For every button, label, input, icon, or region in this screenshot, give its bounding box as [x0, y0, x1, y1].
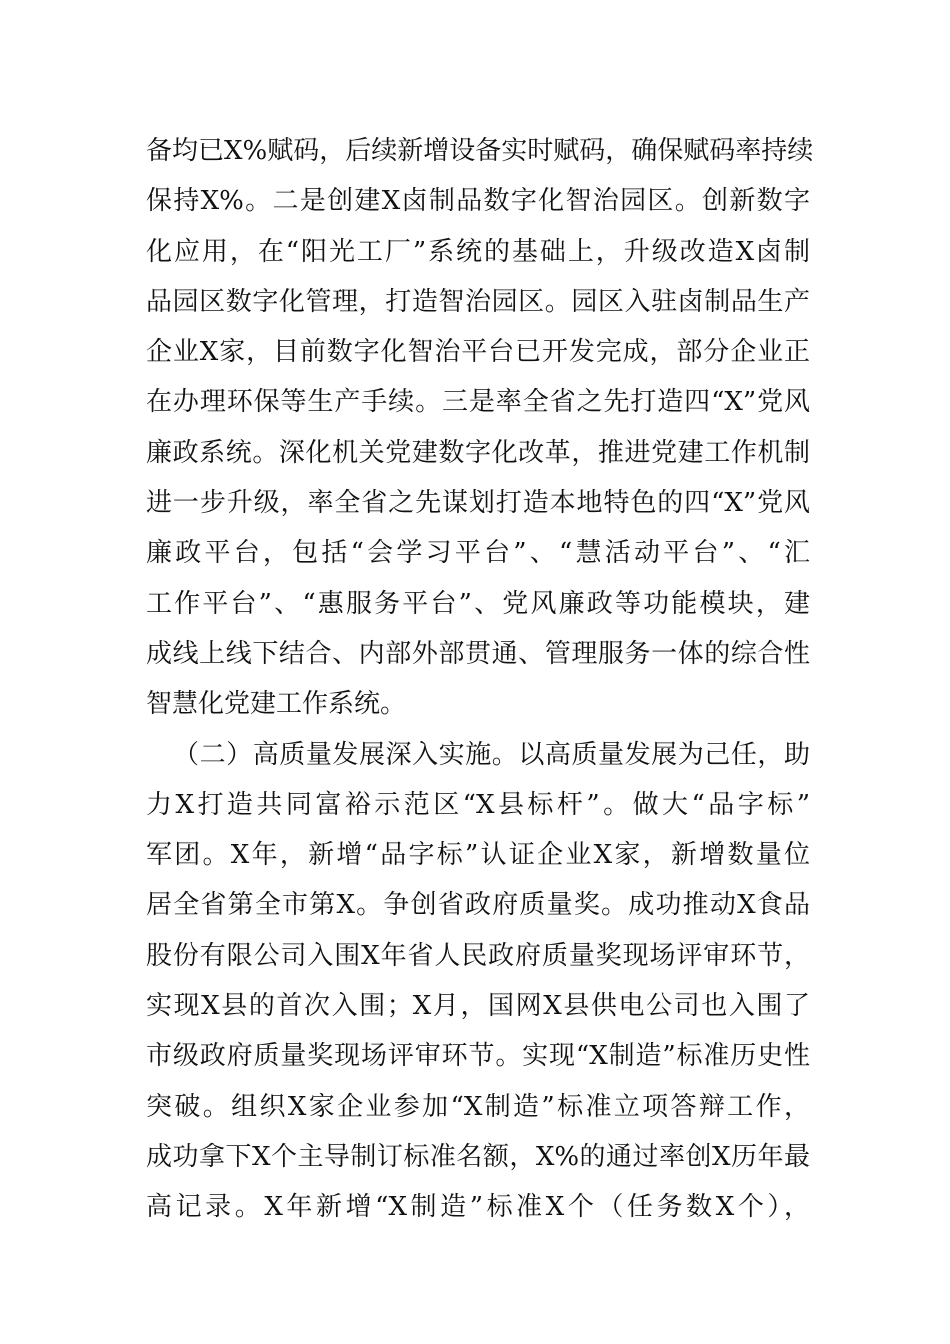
text-line: 备均已X%赋码，后续新增设备实时赋码，确保赋码率持续 [146, 136, 814, 166]
section-heading-line: （二）高质量发展深入实施。以高质量发展为己任，助 [173, 739, 810, 770]
text-line: 高记录。X年新增“X制造”标准X个（任务数X个）， [146, 1192, 810, 1223]
text-line: 进一步升级，率全省之先谋划打造本地特色的四“X”党风 [146, 488, 810, 519]
text-line: 廉政平台，包括“会学习平台”、“慧活动平台”、“汇 [146, 538, 810, 569]
text-line: 保持X%。二是创建X卤制品数字化智治园区。创新数字 [146, 186, 810, 217]
text-line: 力X打造共同富裕示范区“X县标杆”。做大“品字标” [146, 789, 810, 820]
text-line: 突破。组织X家企业参加“X制造”标准立项答辩工作， [146, 1091, 810, 1122]
text-line: 实现X县的首次入围；X月，国网X县供电公司也入围了 [146, 991, 810, 1022]
text-line: 化应用，在“阳光工厂”系统的基础上，升级改造X卤制 [146, 236, 810, 267]
text-line: 市级政府质量奖现场评审环节。实现“X制造”标准历史性 [146, 1041, 810, 1072]
text-line: 居全省第全市第X。争创省政府质量奖。成功推动X食品 [146, 890, 810, 921]
text-line: 成线上线下结合、内部外部贯通、管理服务一体的综合性 [146, 638, 810, 669]
text-line: 在办理环保等生产手续。三是率全省之先打造四“X”党风 [146, 387, 810, 418]
text-line: 军团。X年，新增“品字标”认证企业X家，新增数量位 [146, 840, 810, 871]
text-line: 股份有限公司入围X年省人民政府质量奖现场评审环节， [146, 940, 810, 971]
text-line: 企业X家，目前数字化智治平台已开发完成，部分企业正 [146, 337, 810, 368]
text-line: 廉政系统。深化机关党建数字化改革，推进党建工作机制 [146, 437, 810, 468]
body-text [146, 126, 814, 1233]
text-line: 工作平台”、“惠服务平台”、党风廉政等功能模块，建 [146, 588, 810, 619]
text-line: 品园区数字化管理，打造智治园区。园区入驻卤制品生产 [146, 286, 810, 317]
text-line: 成功拿下X个主导制订标准名额，X%的通过率创X历年最 [146, 1141, 810, 1172]
paragraph-end-line: 智慧化党建工作系统。 [146, 689, 407, 720]
